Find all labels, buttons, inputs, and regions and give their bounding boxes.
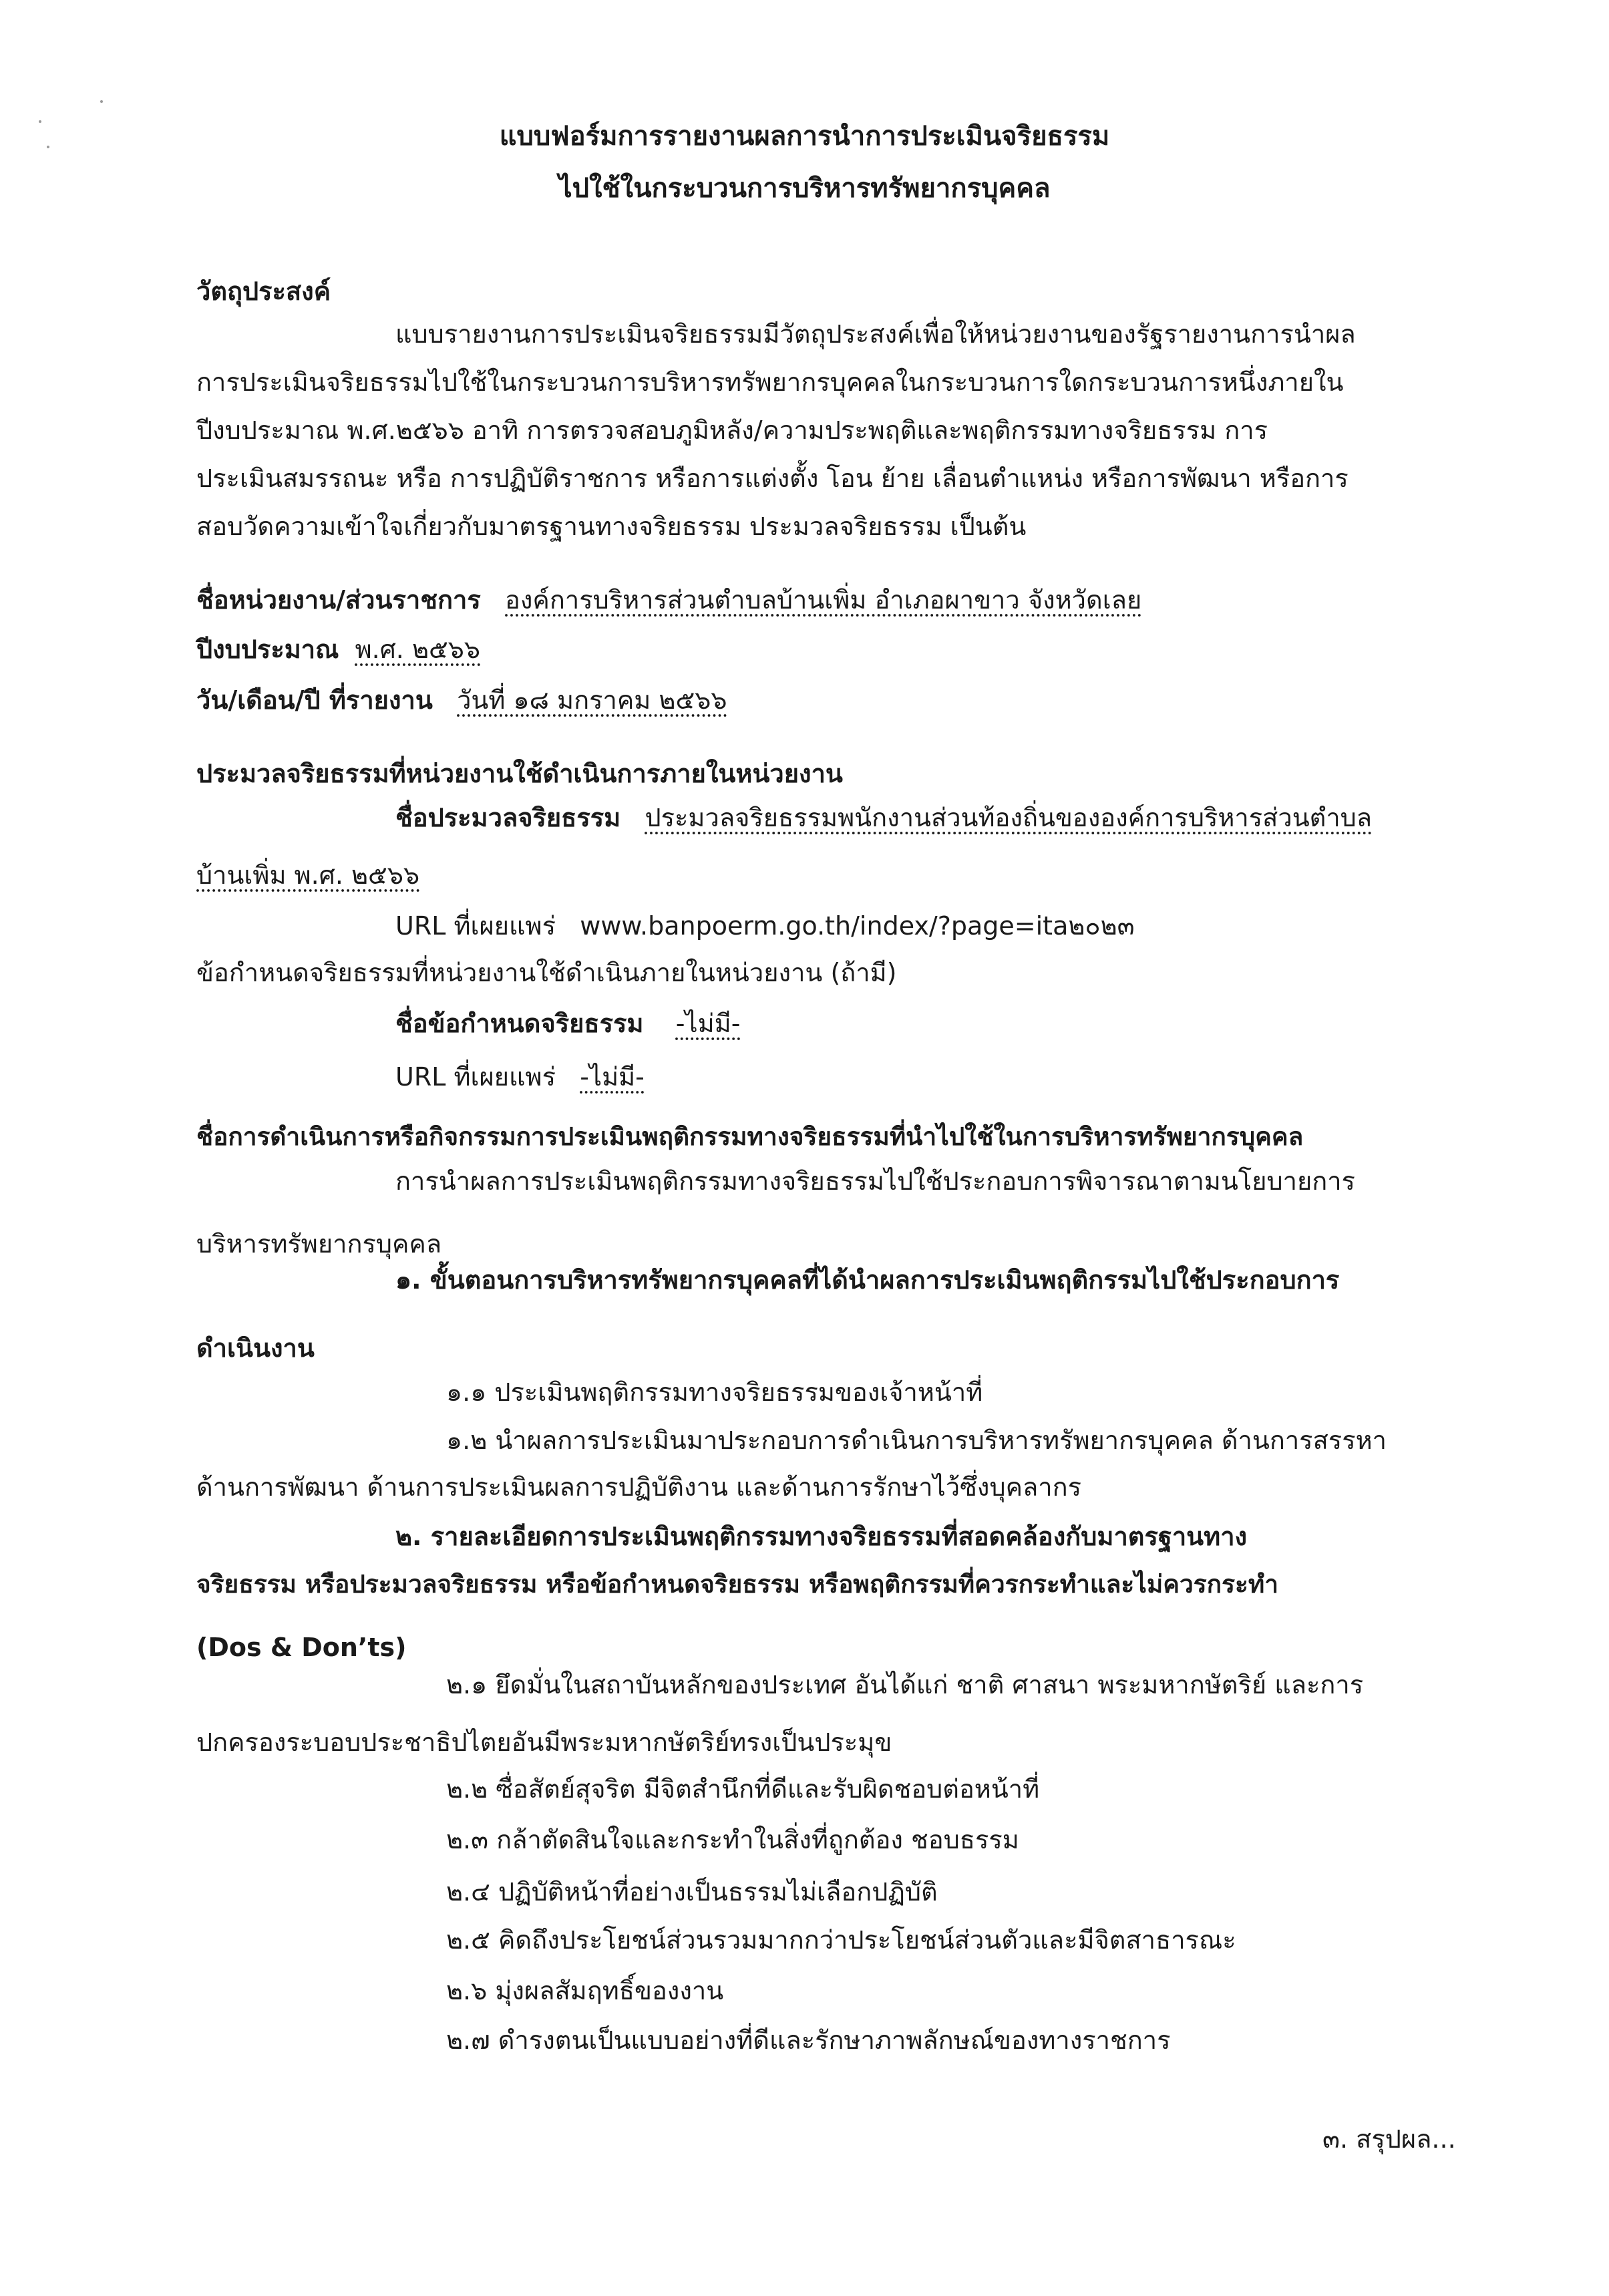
step-2-item: ๒.๔ ปฏิบัติหน้าที่อย่างเป็นธรรมไม่เลือกปฏิบัติ [446,1877,938,1907]
code-name-value-cont: บ้านเพิ่ม พ.ศ. ๒๕๖๖ [196,860,420,890]
scan-speck [100,100,103,103]
code-section-heading: ประมวลจริยธรรมที่หน่วยงานใช้ดำเนินการภายในหน่วยงาน [196,759,843,788]
step-2-item: ๒.๗ ดำรงตนเป็นแบบอย่างที่ดีและรักษาภาพลักษณ์ของทางราชการ [446,2025,1171,2055]
regulation-url-value: -ไม่มี- [580,1062,645,1092]
step-1-heading-cont: ดำเนินงาน [196,1333,315,1363]
step-1-heading: ๑. ขั้นตอนการบริหารทรัพยากรบุคคลที่ได้นำผลการประเมินพฤติกรรมไปใช้ประกอบการ [395,1265,1340,1295]
fiscal-year-value: พ.ศ. ๒๕๖๖ [355,635,481,664]
step-2-1-cont: ปกครองระบอบประชาธิปไตยอันมีพระมหากษัตริย์ทรงเป็นประมุข [196,1728,892,1757]
step-2-heading: ๒. รายละเอียดการประเมินพฤติกรรมทางจริยธรรมที่สอดคล้องกับมาตรฐานทาง [395,1522,1248,1551]
report-date-row [196,683,727,717]
code-url-label: URL ที่เผยแพร่ [395,911,556,941]
fiscal-year-label: ปีงบประมาณ [196,635,339,664]
agency-row [196,583,1141,617]
objective-line: แบบรายงานการประเมินจริยธรรมมีวัตถุประสงค์เพื่อให้หน่วยงานของรัฐรายงานการนำผล [395,319,1356,349]
step-2-heading-cont: จริยธรรม หรือประมวลจริยธรรม หรือข้อกำหนดจริยธรรม หรือพฤติกรรมที่ควรกระทำและไม่ควรกระทำ [196,1570,1278,1599]
step-2-1: ๒.๑ ยึดมั่นในสถาบันหลักของประเทศ อันได้แก่ ชาติ ศาสนา พระมหากษัตริย์ และการ [446,1670,1364,1699]
regulation-url-label: URL ที่เผยแพร่ [395,1062,556,1092]
report-date-label: วัน/เดือน/ปี ที่รายงาน [196,685,433,715]
agency-label: ชื่อหน่วยงาน/ส่วนราชการ [196,585,481,615]
step-2-item: ๒.๖ มุ่งผลสัมฤทธิ์ของงาน [446,1976,724,2005]
objective-line: ปีงบประมาณ พ.ศ.๒๕๖๖ อาทิ การตรวจสอบภูมิหลัง/ความประพฤติและพฤติกรรมทางจริยธรรม การ [196,416,1268,445]
step-1-2-cont: ด้านการพัฒนา ด้านการประเมินผลการปฏิบัติงาน และด้านการรักษาไว้ซึ่งบุคลากร [196,1472,1082,1502]
objective-line: สอบวัดความเข้าใจเกี่ยวกับมาตรฐานทางจริยธรรม ประมวลจริยธรรม เป็นต้น [196,512,1027,541]
continued-note: ๓. สรุปผล... [1322,2124,1456,2154]
activity-intro: การนำผลการประเมินพฤติกรรมทางจริยธรรมไปใช้ประกอบการพิจารณาตามนโยบายการ [395,1166,1355,1196]
step-1-1: ๑.๑ ประเมินพฤติกรรมทางจริยธรรมของเจ้าหน้าที่ [446,1377,983,1407]
step-1-2: ๑.๒ นำผลการประเมินมาประกอบการดำเนินการบริหารทรัพยากรบุคคล ด้านการสรรหา [446,1426,1387,1455]
step-2-heading-cont: (Dos & Don’ts) [196,1633,407,1662]
regulation-name-value: -ไม่มี- [675,1009,741,1038]
code-url-row [395,909,1135,943]
regulation-url-row [395,1059,645,1094]
regulation-name-row [395,1006,740,1041]
step-2-item: ๒.๕ คิดถึงประโยชน์ส่วนรวมมากกว่าประโยชน์ส่วนตัวและมีจิตสาธารณะ [446,1925,1236,1955]
code-url-value: www.banpoerm.go.th/index/?page=ita๒๐๒๓ [580,911,1135,941]
fiscal-year-row [196,632,480,667]
objective-heading: วัตถุประสงค์ [196,277,331,306]
code-name-row [395,800,1372,835]
step-2-item: ๒.๒ ซื่อสัตย์สุจริต มีจิตสำนึกที่ดีและรับผิดชอบต่อหน้าที่ [446,1774,1040,1804]
code-name-value: ประมวลจริยธรรมพนักงานส่วนท้องถิ่นขององค์การบริหารส่วนตำบล [645,803,1373,832]
regulation-name-label: ชื่อข้อกำหนดจริยธรรม [395,1009,644,1038]
activity-intro: บริหารทรัพยากรบุคคล [196,1229,442,1259]
report-date-value: วันที่ ๑๘ มกราคม ๒๕๖๖ [457,685,727,715]
activity-heading: ชื่อการดำเนินการหรือกิจกรรมการประเมินพฤติกรรมทางจริยธรรมที่นำไปใช้ในการบริหารทรัพยากรบุคคล [196,1122,1304,1151]
agency-value: องค์การบริหารส่วนตำบลบ้านเพิ่ม อำเภอผาขาว จังหวัดเลย [505,585,1142,615]
code-name-label: ชื่อประมวลจริยธรรม [395,803,621,832]
objective-line: การประเมินจริยธรรมไปใช้ในกระบวนการบริหารทรัพยากรบุคคลในกระบวนการใดกระบวนการหนึ่งภายใน [196,367,1344,397]
page-title-line-1: แบบฟอร์มการรายงานผลการนำการประเมินจริยธรรม [499,121,1110,152]
regulation-heading: ข้อกำหนดจริยธรรมที่หน่วยงานใช้ดำเนินภายในหน่วยงาน (ถ้ามี) [196,958,897,987]
objective-line: ประเมินสมรรถนะ หรือ การปฏิบัติราชการ หรือการแต่งตั้ง โอน ย้าย เลื่อนตำแหน่ง หรือการพัฒนา หรือการ [196,464,1349,493]
page-title-line-2: ไปใช้ในกระบวนการบริหารทรัพยากรบุคคล [558,173,1051,204]
step-2-item: ๒.๓ กล้าตัดสินใจและกระทำในสิ่งที่ถูกต้อง ชอบธรรม [446,1825,1019,1854]
